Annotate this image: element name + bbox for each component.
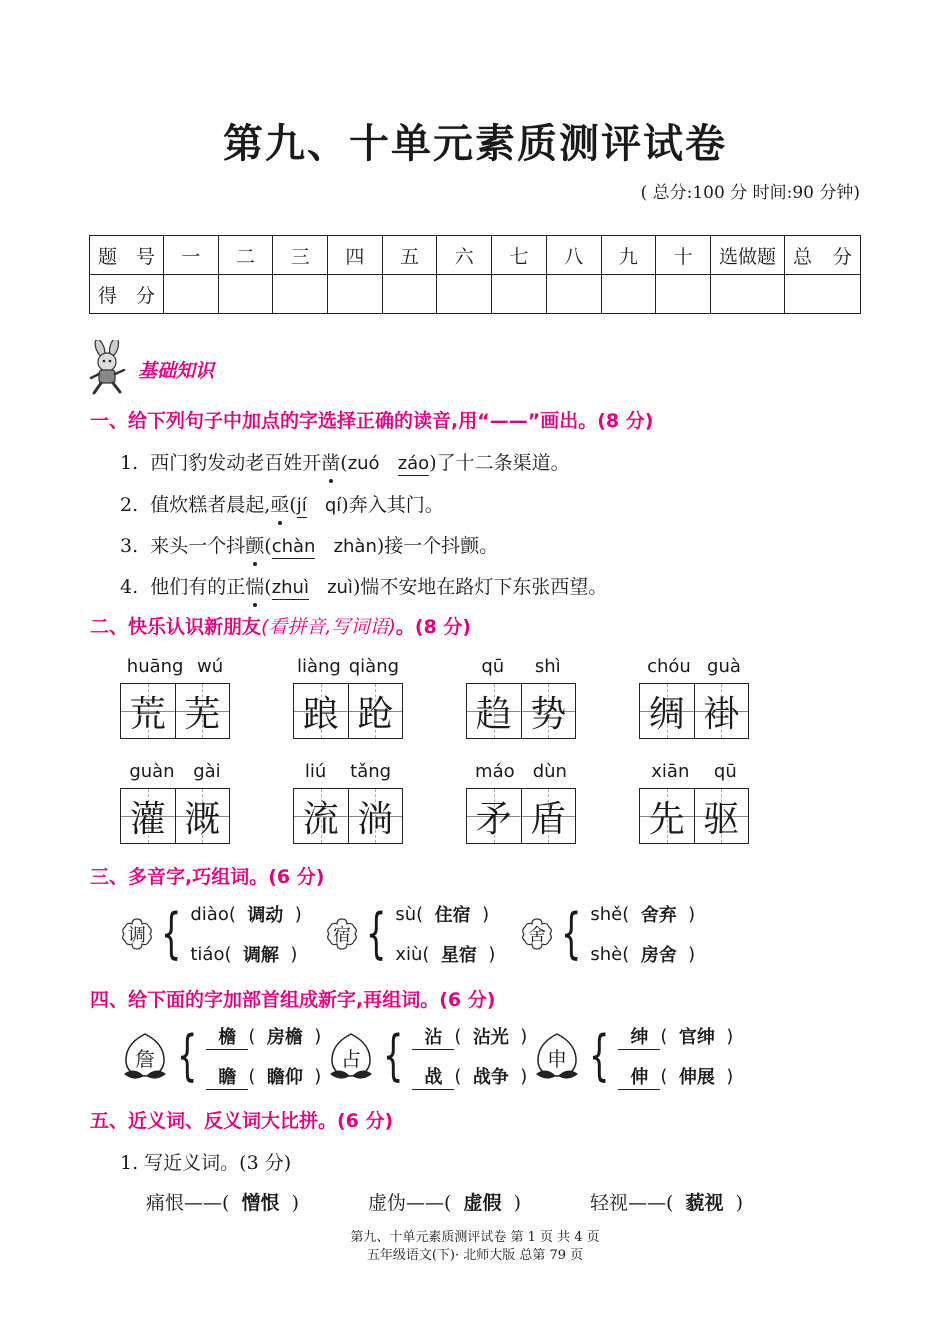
pinyin-label: guàn <box>129 761 175 782</box>
word: 轻视——( <box>590 1192 674 1214</box>
pinyin-label: gài <box>193 761 221 782</box>
char-cell[interactable]: 趋 <box>467 684 521 738</box>
pinyin-option[interactable]: zhàn <box>333 536 377 557</box>
answer[interactable]: 战争 <box>472 1067 509 1088</box>
new-char-blank[interactable]: 绅 <box>618 1023 660 1050</box>
pinyin-label: dùn <box>532 761 567 782</box>
score-table-score-row <box>90 275 861 314</box>
polyphone-char: 宿 <box>333 925 351 946</box>
answer[interactable]: 瞻仰 <box>266 1067 303 1088</box>
char-cell[interactable]: 跄 <box>348 684 403 738</box>
char-cell[interactable]: 绸 <box>640 684 694 738</box>
paren: ) <box>291 1192 300 1214</box>
word-box <box>293 761 403 844</box>
answer[interactable]: 藐视 <box>685 1192 724 1214</box>
sentence-pre: 西门豹发动老百姓开 <box>150 452 322 474</box>
answer[interactable]: 官绅 <box>678 1027 715 1048</box>
sentence-pre: 他们有的正 <box>150 576 246 598</box>
paren: ) <box>341 494 349 516</box>
dotted-char: 亟 <box>270 494 290 516</box>
answer[interactable]: 舍弃 <box>640 905 677 926</box>
q1-item-4 <box>120 572 607 599</box>
item-number: 1. <box>120 452 139 474</box>
footer-line-1: 第九、十单元素质测评试卷 第 1 页 共 4 页 <box>350 1230 600 1245</box>
pinyin-label: liàng <box>296 656 341 677</box>
new-char-blank[interactable]: 沾 <box>412 1023 454 1050</box>
q1-title: 一、给下列句子中加点的字选择正确的读音,用“——”画出。(8 分) <box>90 410 654 432</box>
new-char-blank[interactable]: 伸 <box>618 1063 660 1090</box>
score-cell[interactable] <box>164 275 219 314</box>
sentence-post: 奔入其门。 <box>348 494 444 516</box>
word-box <box>639 656 749 739</box>
paren: ) <box>290 943 298 965</box>
pinyin-option[interactable]: zuì <box>327 577 353 598</box>
rabbit-mascot-icon <box>86 340 132 396</box>
paren: ( <box>454 1025 462 1047</box>
pinyin-option-selected[interactable]: záo <box>397 453 430 474</box>
char-cell[interactable]: 褂 <box>694 684 749 738</box>
paren: ) <box>688 903 696 925</box>
pinyin-label: shè( <box>590 943 630 965</box>
score-cell[interactable] <box>273 275 328 314</box>
score-cell[interactable] <box>328 275 383 314</box>
q2-title <box>90 612 471 639</box>
header-cell: 二 <box>218 236 273 275</box>
score-cell[interactable] <box>218 275 273 314</box>
word: 痛恨——( <box>146 1192 230 1214</box>
pinyin-label: liú <box>304 761 327 782</box>
char-cell[interactable]: 芜 <box>175 684 230 738</box>
pinyin-option-selected[interactable]: chàn <box>271 536 316 557</box>
paren: ) <box>314 1025 322 1047</box>
word-box <box>639 761 749 844</box>
new-char-blank[interactable]: 檐 <box>206 1023 248 1050</box>
polyphone-group <box>120 900 302 968</box>
item-number: 2. <box>120 494 139 516</box>
char-cell[interactable]: 驱 <box>694 789 749 843</box>
answer[interactable]: 房檐 <box>266 1027 303 1048</box>
pinyin-option-selected[interactable]: zhuì <box>271 577 309 598</box>
char-cell[interactable]: 淌 <box>348 789 403 843</box>
brace: { <box>176 1024 198 1087</box>
paren: ) <box>429 452 437 474</box>
pinyin-label: sù( <box>395 903 424 925</box>
footer-line-2: 五年级语文(下)· 北师大版 总第 79 页 <box>366 1248 584 1263</box>
pinyin-label: qū <box>481 656 505 677</box>
header-cell: 九 <box>601 236 656 275</box>
char-cell[interactable]: 流 <box>294 789 348 843</box>
sentence-pre: 来头一个抖 <box>150 535 246 557</box>
section-label: 基础知识 <box>138 360 215 382</box>
paren: ) <box>726 1025 734 1047</box>
flower-badge-icon <box>325 917 359 951</box>
peach-badge-icon <box>326 1030 376 1082</box>
polyphone-group <box>520 900 695 968</box>
item-number: 3. <box>120 535 139 557</box>
radical-group <box>326 1022 527 1090</box>
q5-subtitle: 1. 写近义词。(3 分) <box>120 1152 292 1174</box>
sentence-post: 接一个抖颤。 <box>384 535 499 557</box>
new-char-blank[interactable]: 瞻 <box>206 1063 248 1090</box>
paren: ( <box>248 1025 256 1047</box>
brace: { <box>560 902 582 965</box>
paren: ) <box>520 1025 528 1047</box>
header-cell: 选做题 <box>711 236 785 275</box>
word-box <box>120 761 230 844</box>
answer[interactable]: 虚假 <box>463 1192 502 1214</box>
sentence-post: 惴不安地在路灯下东张西望。 <box>360 576 608 598</box>
score-table <box>89 235 861 314</box>
paren: ) <box>520 1065 528 1087</box>
paren: ) <box>294 903 302 925</box>
brace: { <box>588 1024 610 1087</box>
item-number: 4. <box>120 576 139 598</box>
paren: ( <box>340 452 348 474</box>
paren: ( <box>289 494 297 516</box>
char-cell[interactable]: 溉 <box>175 789 230 843</box>
pinyin-label: guà <box>707 656 741 677</box>
brace: { <box>160 902 182 965</box>
answer[interactable]: 住宿 <box>434 905 471 926</box>
brace: { <box>365 902 387 965</box>
paren: ) <box>314 1065 322 1087</box>
q2-note: (看拼音,写词语) <box>261 616 396 638</box>
pinyin-label: shě( <box>590 903 630 925</box>
char-cell[interactable]: 灌 <box>121 789 175 843</box>
char-cell[interactable]: 先 <box>640 789 694 843</box>
pinyin-label: xiù( <box>395 943 430 965</box>
char-cell[interactable]: 势 <box>521 684 576 738</box>
pinyin-option[interactable]: zuó <box>347 453 380 474</box>
word-box <box>466 656 576 739</box>
radical-group <box>120 1022 321 1090</box>
paren: ( <box>660 1025 668 1047</box>
score-cell[interactable] <box>601 275 656 314</box>
q1-item-2 <box>120 490 444 517</box>
pinyin-label: qū <box>713 761 737 782</box>
pinyin-label: diào( <box>190 903 236 925</box>
answer[interactable]: 星宿 <box>440 945 477 966</box>
q5-title: 五、近义词、反义词大比拼。(6 分) <box>90 1110 394 1132</box>
new-char-blank[interactable]: 战 <box>412 1063 454 1090</box>
pinyin-label: wú <box>197 656 224 677</box>
paren: ( <box>248 1065 256 1087</box>
dotted-char: 颤 <box>245 535 265 557</box>
header-cell: 五 <box>382 236 437 275</box>
pinyin-label: tiáo( <box>190 943 232 965</box>
header-cell: 六 <box>437 236 492 275</box>
page-title: 第九、十单元素质测评试卷 <box>223 120 727 167</box>
paren: ) <box>735 1192 744 1214</box>
paren: ( <box>454 1065 462 1087</box>
base-char: 申 <box>547 1046 567 1071</box>
paren: ) <box>726 1065 734 1087</box>
q2-title-text: 二、快乐认识新朋友 <box>90 616 262 638</box>
dotted-char: 凿 <box>321 452 341 474</box>
header-cell: 四 <box>328 236 383 275</box>
score-table-header-row <box>90 236 861 275</box>
score-cell[interactable] <box>437 275 492 314</box>
answer[interactable]: 调解 <box>242 945 279 966</box>
pinyin-option[interactable]: qí <box>324 495 342 516</box>
q1-item-3 <box>120 531 498 558</box>
word-box <box>293 656 403 739</box>
paren: ) <box>513 1192 522 1214</box>
pinyin-label: máo <box>475 761 515 782</box>
score-cell[interactable] <box>711 275 785 314</box>
synonym-pair <box>590 1188 743 1215</box>
char-cell[interactable]: 盾 <box>521 789 576 843</box>
pinyin-label: xiān <box>651 761 690 782</box>
polyphone-char: 调 <box>128 925 146 946</box>
pinyin-option-selected[interactable]: jí <box>296 495 307 516</box>
pinyin-label: tǎng <box>350 761 392 782</box>
sentence-pre: 值炊糕者晨起, <box>150 494 271 516</box>
word-box <box>120 656 230 739</box>
word-box <box>466 761 576 844</box>
header-cell: 十 <box>656 236 711 275</box>
polyphone-char: 舍 <box>528 925 546 946</box>
pinyin-label: huāng <box>126 656 184 677</box>
flower-badge-icon <box>520 917 554 951</box>
word: 虚伪——( <box>368 1192 452 1214</box>
dotted-char: 惴 <box>245 576 265 598</box>
char-cell[interactable]: 荒 <box>121 684 175 738</box>
paren: ) <box>352 576 361 598</box>
score-row-label: 得 分 <box>90 275 164 314</box>
score-cell[interactable] <box>382 275 437 314</box>
radical-group <box>532 1022 733 1090</box>
q1-item-1 <box>120 448 570 475</box>
synonym-pair <box>368 1188 521 1215</box>
peach-badge-icon <box>532 1030 582 1082</box>
score-cell[interactable] <box>492 275 547 314</box>
flower-badge-icon <box>120 917 154 951</box>
answer[interactable]: 沾光 <box>472 1027 509 1048</box>
header-cell: 七 <box>492 236 547 275</box>
synonym-pair <box>146 1188 299 1215</box>
answer[interactable]: 伸展 <box>678 1067 715 1088</box>
q2-score: 。(8 分) <box>395 616 472 638</box>
score-cell[interactable] <box>546 275 601 314</box>
sentence-post: 了十二条渠道。 <box>436 452 570 474</box>
header-cell-total: 总 分 <box>785 236 861 275</box>
base-char: 詹 <box>135 1046 155 1071</box>
exam-meta: ( 总分:100 分 时间:90 分钟) <box>640 183 860 203</box>
header-cell: 三 <box>273 236 328 275</box>
header-cell-label: 题 号 <box>90 236 164 275</box>
pinyin-label: shì <box>534 656 561 677</box>
header-cell: 一 <box>164 236 219 275</box>
pinyin-label: qiàng <box>348 656 400 677</box>
base-char: 占 <box>341 1046 361 1071</box>
polyphone-group <box>325 900 495 968</box>
char-cell[interactable]: 踉 <box>294 684 348 738</box>
paren: ( <box>264 535 272 557</box>
paren: ) <box>376 535 385 557</box>
peach-badge-icon <box>120 1030 170 1082</box>
paren: ) <box>488 943 496 965</box>
pinyin-label: chóu <box>647 656 691 677</box>
answer[interactable]: 房舍 <box>640 945 677 966</box>
score-cell[interactable] <box>785 275 861 314</box>
answer[interactable]: 憎恨 <box>241 1192 280 1214</box>
char-cell[interactable]: 矛 <box>467 789 521 843</box>
paren: ) <box>688 943 696 965</box>
answer[interactable]: 调动 <box>247 905 284 926</box>
paren: ( <box>660 1065 668 1087</box>
brace: { <box>382 1024 404 1087</box>
score-cell[interactable] <box>656 275 711 314</box>
q4-title: 四、给下面的字加部首组成新字,再组词。(6 分) <box>90 989 496 1011</box>
paren: ) <box>482 903 490 925</box>
header-cell: 八 <box>546 236 601 275</box>
paren: ( <box>264 576 272 598</box>
q3-title: 三、多音字,巧组词。(6 分) <box>90 866 325 888</box>
